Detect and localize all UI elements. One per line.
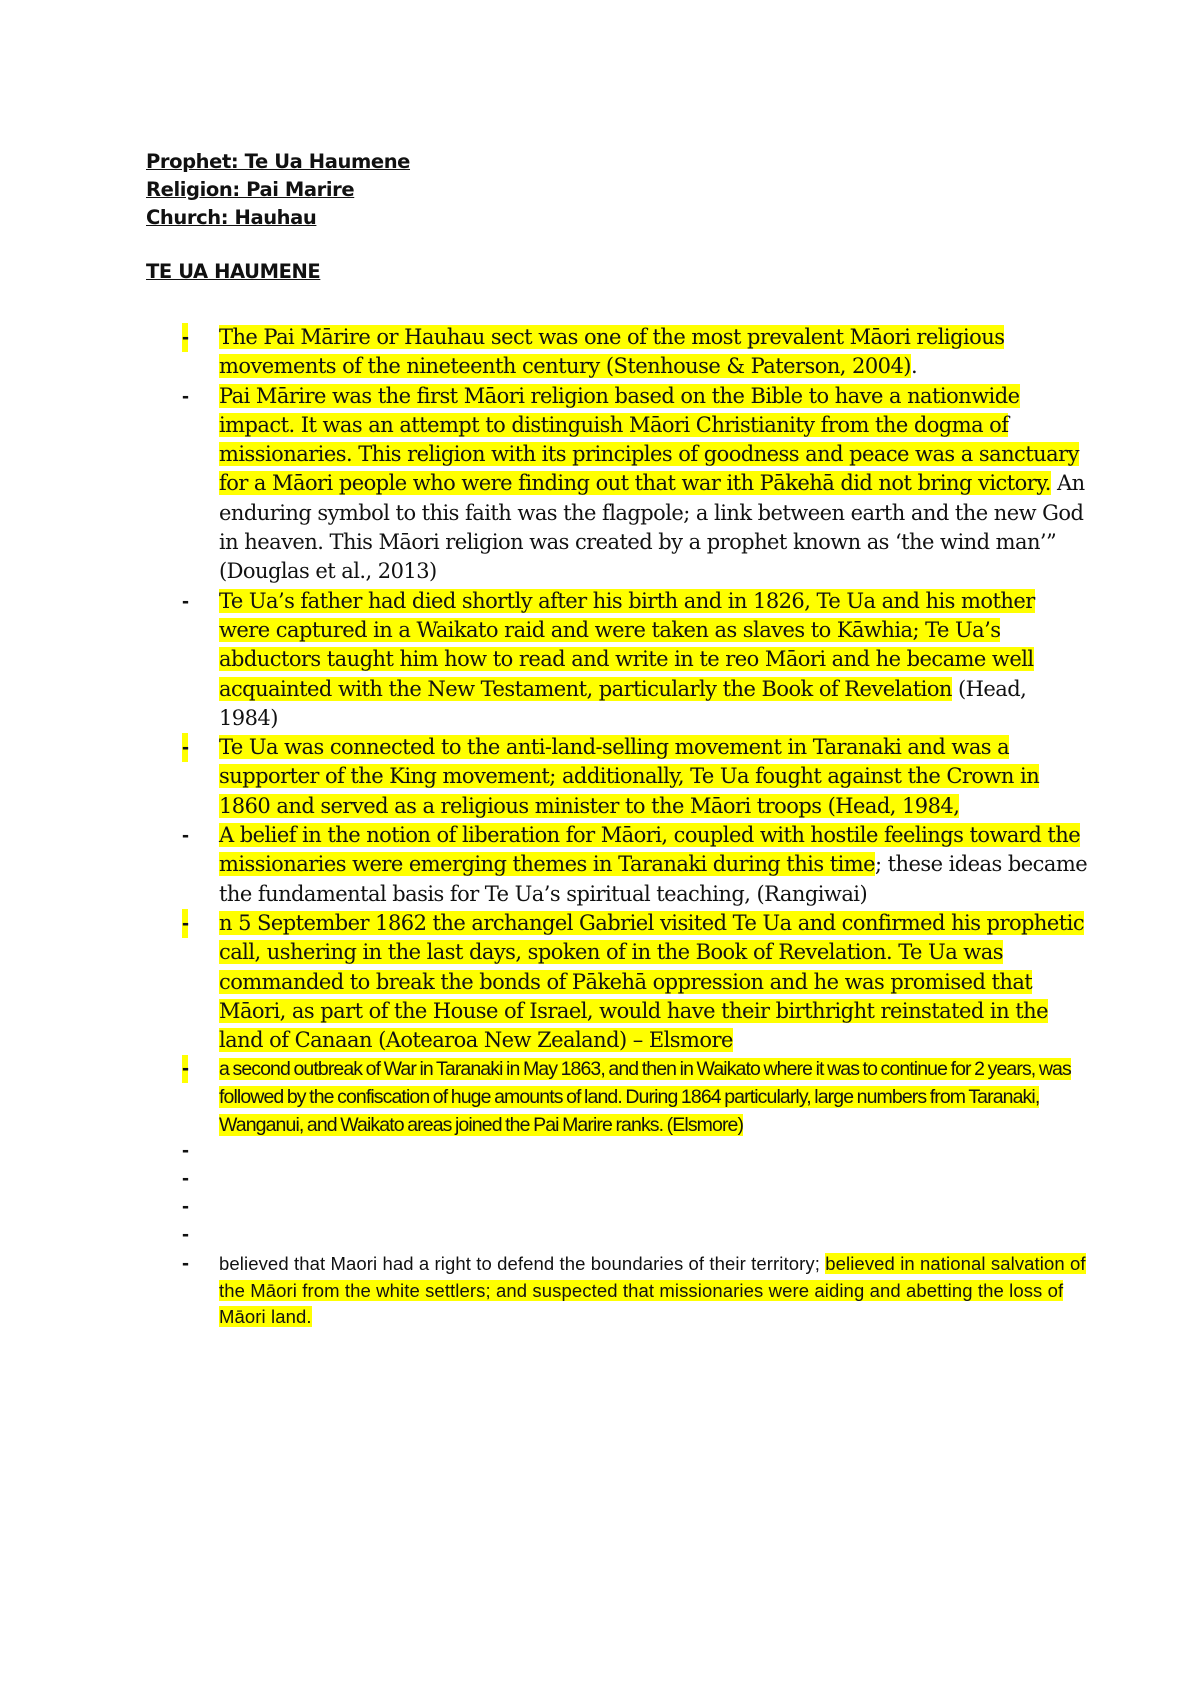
bullet-dash: - bbox=[182, 589, 189, 613]
bullet-item bbox=[0, 733, 1200, 821]
bullet-dash: - bbox=[182, 1167, 189, 1191]
highlighted-text: Te Ua was connected to the anti-land-selling movement in Taranaki and was a supporter of the King movement; additionally, Te Ua fought against the Crown in 1860 and served as a religious minister to the Māori troops (Head, 1984, bbox=[219, 735, 1040, 818]
plain-text: (Head, 1984) bbox=[219, 676, 1027, 730]
plain-text: believed that Maori had a right to defend the boundaries of their territory; bbox=[219, 1253, 826, 1275]
empty-bullet bbox=[0, 1195, 1200, 1223]
bullet-item bbox=[0, 323, 1200, 382]
bullet-dash: - bbox=[182, 323, 188, 352]
bullet-dash: - bbox=[182, 1195, 189, 1219]
bullet-dash: - bbox=[182, 1223, 189, 1247]
heading-religion: Religion: Pai Marire bbox=[146, 178, 355, 201]
bullet-item bbox=[0, 821, 1200, 909]
bullet-item bbox=[0, 1251, 1200, 1331]
bullet-dash: - bbox=[182, 909, 188, 938]
highlighted-text: Te Ua’s father had died shortly after his birth and in 1826, Te Ua and his mother were captured in a Waikato raid and were taken as slaves to Kāwhia; Te Ua’s abductors taught him how to read and write in te reo Māori and he became well acquainted with the New Testament, particularly the Book of Revelation bbox=[219, 588, 1035, 701]
empty-bullet bbox=[0, 1167, 1200, 1195]
bullet-dash: - bbox=[182, 824, 189, 848]
empty-bullet bbox=[0, 1223, 1200, 1251]
highlighted-text: The Pai Mārire or Hauhau sect was one of the most prevalent Māori religious movements of the nineteenth century (Stenhouse & Paterson, 2004) bbox=[219, 325, 1005, 379]
bullet-item bbox=[0, 382, 1200, 587]
highlighted-text: Pai Mārire was the first Māori religion based on the Bible to have a nationwide impact. It was an attempt to distinguish Māori Christianity from the dogma of missionaries. This religion with its principles of goodness and peace was a sanctuary for a Māori people who were finding out that war ith Pākehā did not bring victory. bbox=[219, 383, 1079, 496]
plain-text: ; these ideas became the fundamental basis for Te Ua’s spiritual teaching, (Rangiwai) bbox=[219, 852, 1088, 906]
empty-bullet bbox=[0, 1139, 1200, 1167]
bullet-dash: - bbox=[182, 733, 188, 762]
bullet-dash: - bbox=[182, 1252, 190, 1276]
highlighted-text: a second outbreak of War in Taranaki in May 1863, and then in Waikato where it was to continue for 2 years, was followed by the confiscation of huge amounts of land. During 1864 particularly, large numbers from Taranaki, Wanganui, and Waikato areas joined the Pai Marire ranks. (Elsmore) bbox=[219, 1058, 1071, 1137]
bullet-dash: - bbox=[182, 1055, 188, 1083]
bullet-dash: - bbox=[182, 384, 189, 408]
heading-church: Church: Hauhau bbox=[146, 206, 317, 229]
bullet-dash: - bbox=[182, 1139, 189, 1163]
plain-text: An enduring symbol to this faith was the flagpole; a link between earth and the new God in heaven. This Māori religion was created by a prophet known as ‘the wind man’” (Douglas et al., 2013) bbox=[219, 471, 1085, 584]
bullet-list bbox=[0, 323, 1200, 1331]
bullet-item bbox=[0, 587, 1200, 733]
plain-text: . bbox=[910, 354, 918, 379]
highlighted-text: believed in national salvation of the Māori from the white settlers; and suspected that missionaries were aiding and abetting the loss of Māori land. bbox=[219, 1253, 1086, 1328]
highlighted-text: A belief in the notion of liberation for Māori, coupled with hostile feelings toward the missionaries were emerging themes in Taranaki during this time bbox=[219, 823, 1081, 877]
highlighted-text: n 5 September 1862 the archangel Gabriel visited Te Ua and confirmed his prophetic call, ushering in the last days, spoken of in the Book of Revelation. Te Ua was commanded to break the bonds of Pākehā oppression and he was promised that Māori, as part of the House of Israel, would have their birthright reinstated in the land of Canaan (Aotearoa New Zealand) – Elsmore bbox=[219, 910, 1085, 1053]
bullet-item bbox=[0, 909, 1200, 1055]
section-title: TE UA HAUMENE bbox=[146, 260, 321, 283]
heading-prophet: Prophet: Te Ua Haumene bbox=[146, 150, 411, 173]
bullet-item bbox=[0, 1055, 1200, 1139]
